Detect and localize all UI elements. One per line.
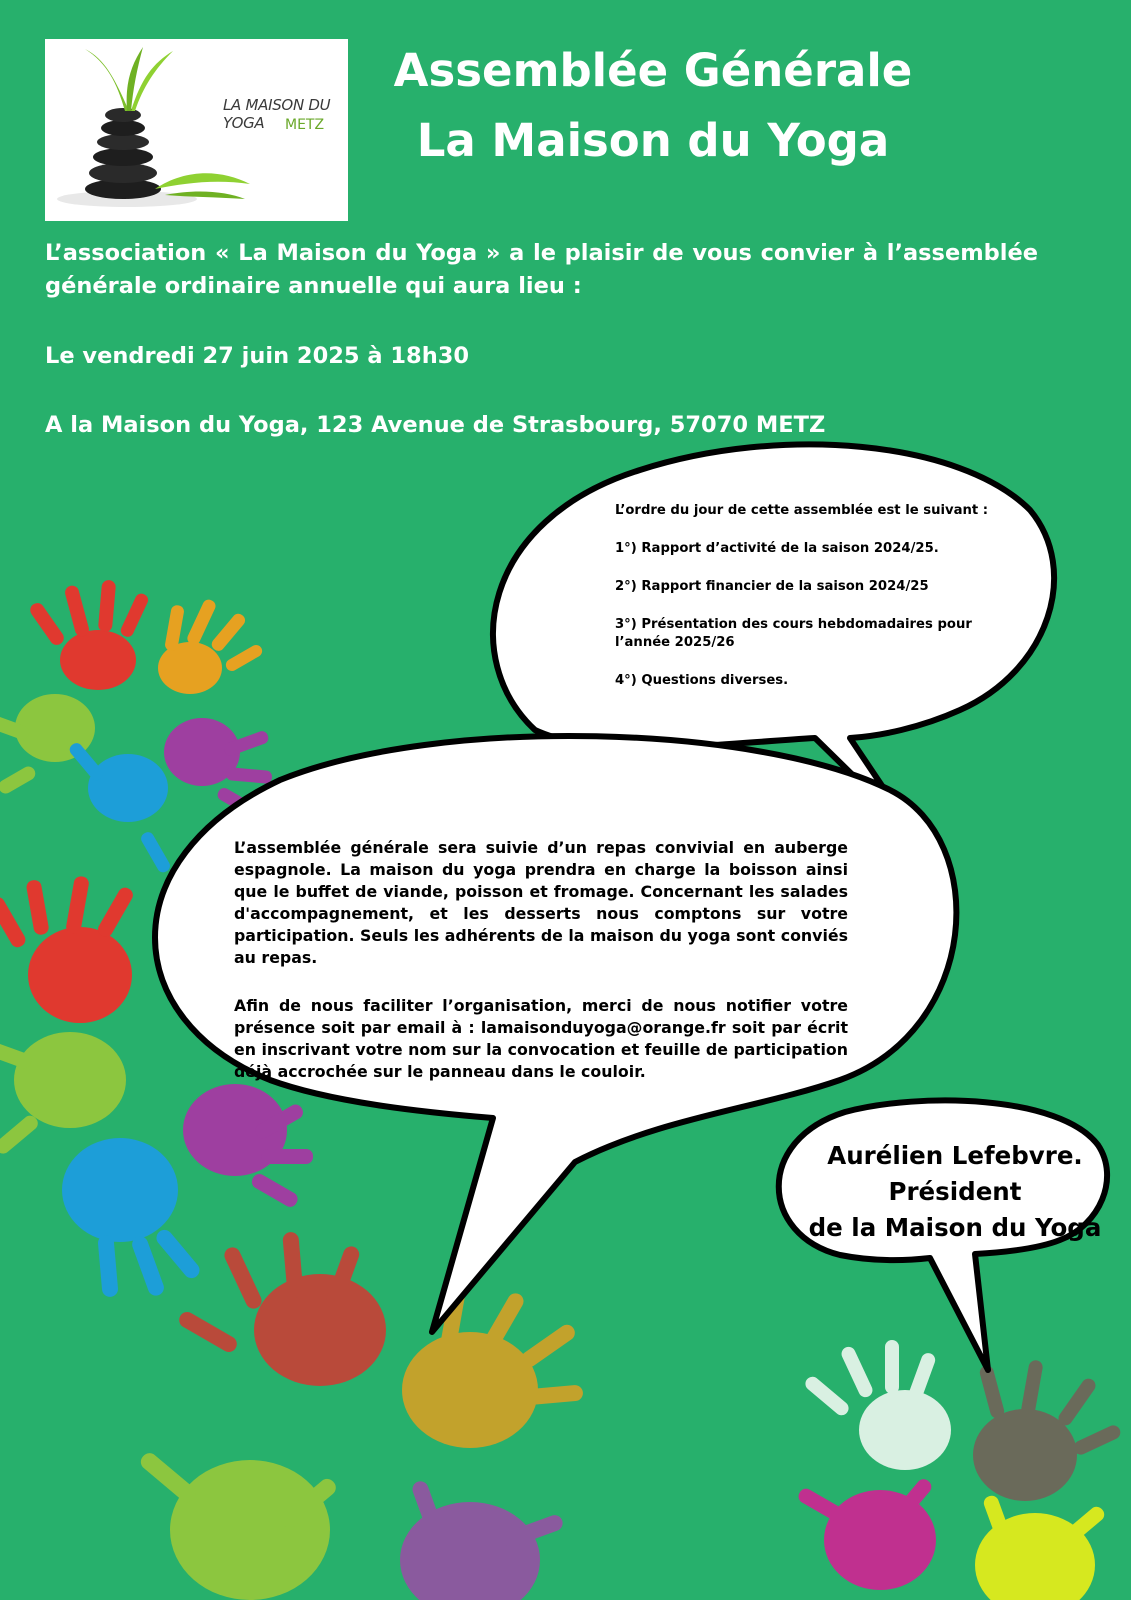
agenda-heading: L’ordre du jour de cette assemblée est le suivant :: [615, 503, 989, 518]
logo-text: LA MAISON DU YOGA: [223, 96, 331, 132]
event-date: Le vendredi 27 juin 2025 à 18h30: [45, 343, 470, 369]
agenda-item: 1°) Rapport d’activité de la saison 2024/25.: [615, 541, 939, 556]
agenda-item: 3°) Présentation des cours hebdomadaires pour l’année 2025/26: [615, 617, 972, 650]
agenda-item: 2°) Rapport financier de la saison 2024/25: [615, 579, 929, 594]
signature: [790, 1138, 1120, 1246]
agenda-section: [615, 502, 1005, 710]
meal-paragraph: L’assemblée générale sera suivie d’un repas convivial en auberge espagnole. La maison du yoga prendra en charge la boisson ainsi que le buffet de viande, poisson et fromage. Concernant les salades d'accompagnement, et les desserts nous comptons sur votre participation. Seuls les adhérents de la maison du yoga sont conviés au repas.: [234, 838, 848, 967]
agenda-item: 4°) Questions diverses.: [615, 673, 789, 688]
page-subtitle: La Maison du Yoga: [416, 114, 890, 167]
meal-section: [234, 837, 848, 1109]
rsvp-paragraph: Afin de nous faciliter l’organisation, merci de nous notifier votre présence soit par email à : lamaisonduyoga@orange.fr soit par écrit en inscrivant votre nom sur la convocation et feuille de participation déjà accrochée sur le panneau dans le couloir.: [234, 996, 848, 1081]
signature-role: Président: [888, 1177, 1022, 1206]
logo-city: METZ: [285, 117, 325, 133]
page-title: Assemblée Générale: [393, 44, 913, 97]
signature-name: Aurélien Lefebvre.: [827, 1141, 1083, 1170]
intro-text: L’association « La Maison du Yoga » a le plaisir de vous convier à l’assemblée générale ordinaire annuelle qui aura lieu :: [45, 240, 1038, 299]
signature-org: de la Maison du Yoga: [808, 1213, 1102, 1242]
event-address: A la Maison du Yoga, 123 Avenue de Strasbourg, 57070 METZ: [45, 412, 826, 438]
